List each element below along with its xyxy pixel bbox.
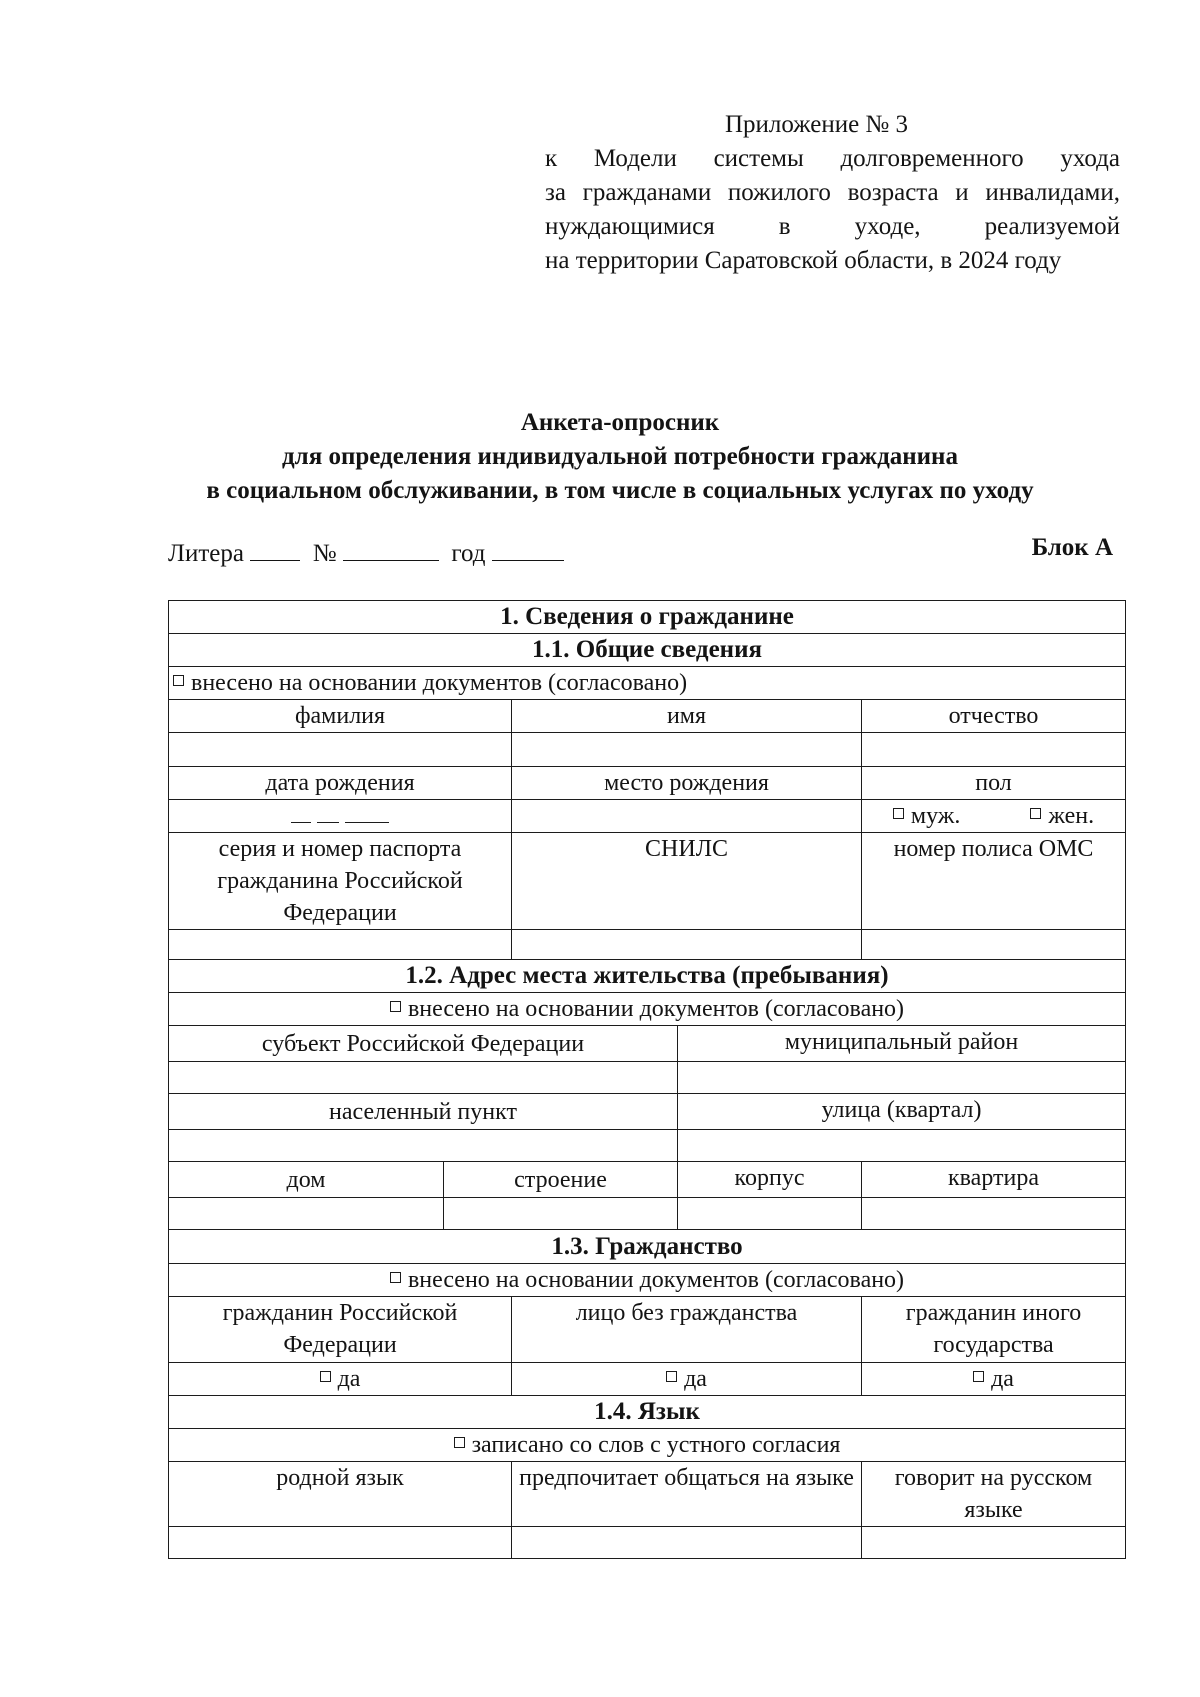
street-field[interactable] bbox=[678, 1130, 1126, 1162]
name-label: имя bbox=[512, 700, 862, 733]
litera-field[interactable] bbox=[250, 538, 300, 561]
male-checkbox[interactable] bbox=[893, 808, 904, 819]
building-label: строение bbox=[444, 1162, 678, 1198]
stateless-label: лицо без гражданства bbox=[512, 1297, 862, 1363]
snils-field[interactable] bbox=[512, 930, 862, 960]
subsection-heading: 1.1. Общие сведения bbox=[169, 634, 1126, 667]
speaks-russian-field[interactable] bbox=[862, 1527, 1126, 1559]
korpus-label: корпус bbox=[678, 1162, 862, 1198]
house-label: дом bbox=[169, 1162, 444, 1198]
rf-citizen-option bbox=[169, 1363, 512, 1396]
korpus-field[interactable] bbox=[678, 1198, 862, 1230]
documents-note-label: внесено на основании документов (согласовано) bbox=[407, 1267, 905, 1293]
litera-label: Литера bbox=[168, 540, 244, 567]
documents-checkbox[interactable] bbox=[390, 1272, 401, 1283]
patronymic-field[interactable] bbox=[862, 733, 1126, 767]
patronymic-label: отчество bbox=[862, 700, 1126, 733]
rf-citizen-label: гражданин Российской Федерации bbox=[169, 1297, 512, 1363]
verbal-consent-checkbox[interactable] bbox=[454, 1437, 465, 1448]
foreign-citizen-option bbox=[862, 1363, 1126, 1396]
birth-date-label: дата рождения bbox=[169, 767, 512, 800]
birth-place-label: место рождения bbox=[512, 767, 862, 800]
verbal-consent-label: записано со слов с устного согласия bbox=[471, 1432, 841, 1458]
documents-note bbox=[169, 667, 1126, 700]
birth-date-field[interactable] bbox=[169, 800, 512, 833]
house-field[interactable] bbox=[169, 1198, 444, 1230]
male-label: муж. bbox=[910, 803, 961, 829]
section-heading: 1. Сведения о гражданине bbox=[169, 601, 1126, 634]
documents-note bbox=[169, 993, 1126, 1026]
native-language-label: родной язык bbox=[169, 1462, 512, 1527]
appendix-line: нуждающимися в уходе, реализуемой bbox=[545, 213, 1120, 240]
appendix-line: на территории Саратовской области, в 2024 году bbox=[545, 247, 1062, 274]
year-field[interactable] bbox=[492, 538, 564, 561]
female-checkbox[interactable] bbox=[1030, 808, 1041, 819]
number-label: № bbox=[312, 540, 337, 567]
district-label: муниципальный район bbox=[678, 1026, 1126, 1062]
documents-note-label: внесено на основании документов (согласовано) bbox=[407, 996, 905, 1022]
block-label: Блок А bbox=[1031, 534, 1113, 561]
appendix-line: к Модели системы долговременного ухода bbox=[545, 145, 1120, 172]
subject-label: субъект Российской Федерации bbox=[169, 1026, 678, 1062]
documents-checkbox[interactable] bbox=[390, 1001, 401, 1012]
appendix-number: Приложение № 3 bbox=[725, 111, 909, 138]
citizen-info-table bbox=[168, 600, 1126, 1559]
form-title-line: Анкета-опросник bbox=[520, 409, 720, 436]
verbal-consent-note bbox=[169, 1429, 1126, 1462]
district-field[interactable] bbox=[678, 1062, 1126, 1094]
oms-label: номер полиса ОМС bbox=[862, 833, 1126, 930]
native-language-field[interactable] bbox=[169, 1527, 512, 1559]
locality-field[interactable] bbox=[169, 1130, 678, 1162]
stateless-option bbox=[512, 1363, 862, 1396]
snils-label: СНИЛС bbox=[512, 833, 862, 930]
passport-field[interactable] bbox=[169, 930, 512, 960]
yes-label: да bbox=[991, 1366, 1014, 1392]
appendix-header bbox=[545, 108, 1120, 278]
year-label: год bbox=[451, 540, 486, 567]
apartment-label: квартира bbox=[862, 1162, 1126, 1198]
form-title-line: в социальном обслуживании, в том числе в социальных услугах по уходу bbox=[206, 477, 1034, 504]
number-field[interactable] bbox=[343, 538, 439, 561]
sex-label: пол bbox=[862, 767, 1126, 800]
street-label: улица (квартал) bbox=[678, 1094, 1126, 1130]
subsection-heading: 1.4. Язык bbox=[169, 1396, 1126, 1429]
preferred-language-label: предпочитает общаться на языке bbox=[512, 1462, 862, 1527]
speaks-russian-label: говорит на русском языке bbox=[862, 1462, 1126, 1527]
documents-checkbox[interactable] bbox=[173, 675, 184, 686]
subsection-heading: 1.3. Гражданство bbox=[169, 1230, 1126, 1264]
foreign-citizen-label: гражданин иного государства bbox=[862, 1297, 1126, 1363]
building-field[interactable] bbox=[444, 1198, 678, 1230]
surname-label: фамилия bbox=[169, 700, 512, 733]
form-title bbox=[120, 406, 1120, 508]
apartment-field[interactable] bbox=[862, 1198, 1126, 1230]
sex-options bbox=[862, 800, 1126, 833]
female-label: жен. bbox=[1048, 803, 1095, 829]
rf-citizen-checkbox[interactable] bbox=[320, 1371, 331, 1382]
form-meta bbox=[168, 534, 1123, 574]
surname-field[interactable] bbox=[169, 733, 512, 767]
stateless-checkbox[interactable] bbox=[666, 1371, 677, 1382]
form-title-line: для определения индивидуальной потребности гражданина bbox=[282, 443, 958, 470]
name-field[interactable] bbox=[512, 733, 862, 767]
documents-note-label: внесено на основании документов (согласовано) bbox=[191, 670, 688, 696]
meta-fields bbox=[168, 538, 564, 568]
subject-field[interactable] bbox=[169, 1062, 678, 1094]
yes-label: да bbox=[684, 1366, 707, 1392]
documents-note bbox=[169, 1264, 1126, 1297]
birth-place-field[interactable] bbox=[512, 800, 862, 833]
foreign-citizen-checkbox[interactable] bbox=[973, 1371, 984, 1382]
passport-label: серия и номер паспорта гражданина Российской Федерации bbox=[169, 833, 512, 930]
locality-label: населенный пункт bbox=[169, 1094, 678, 1130]
oms-field[interactable] bbox=[862, 930, 1126, 960]
preferred-language-field[interactable] bbox=[512, 1527, 862, 1559]
subsection-heading: 1.2. Адрес места жительства (пребывания) bbox=[169, 960, 1126, 993]
appendix-line: за гражданами пожилого возраста и инвалидами, bbox=[545, 179, 1120, 206]
yes-label: да bbox=[337, 1366, 361, 1392]
